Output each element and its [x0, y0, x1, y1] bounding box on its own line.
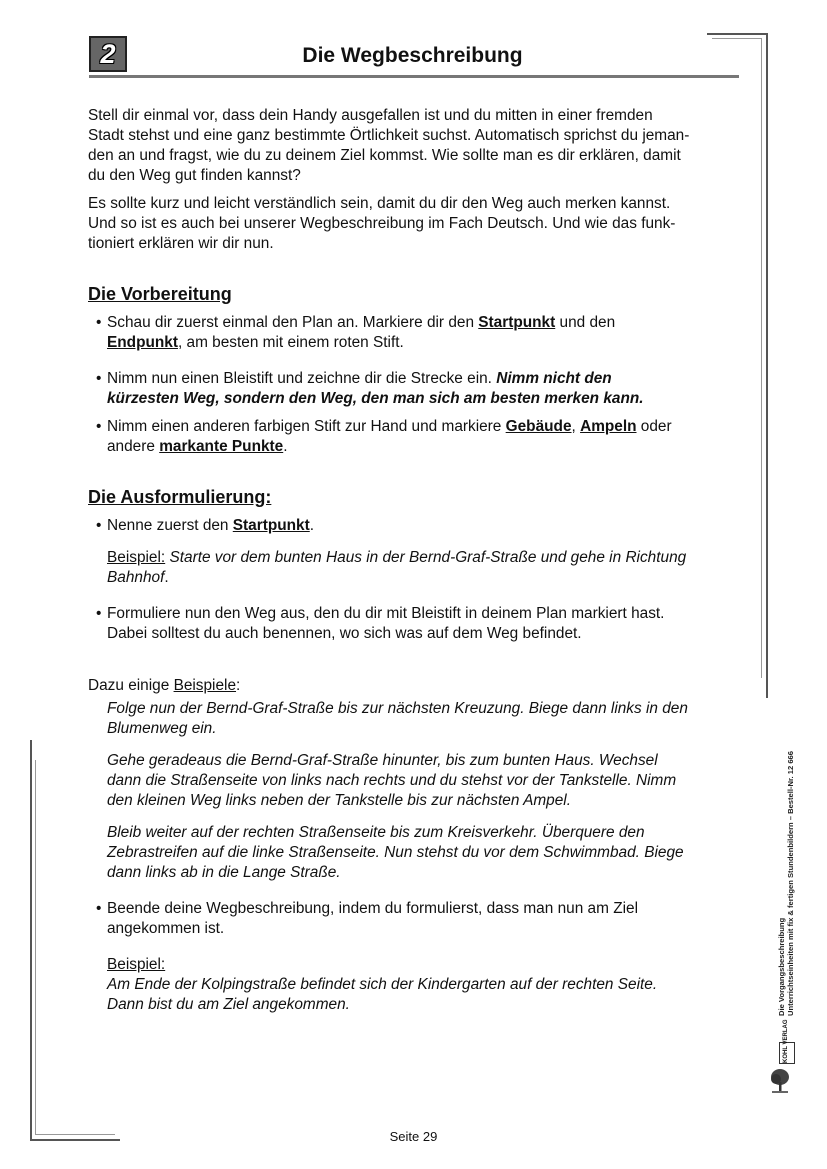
keyword-ampeln: Ampeln [580, 418, 637, 435]
bullet-dot: • [96, 517, 102, 534]
text-run: Nimm nun einen Bleistift und zeichne dir die Strecke ein. [107, 370, 497, 387]
top-right-frame-line-v [766, 33, 768, 698]
publisher-name: KOHL VERLAG [783, 1019, 789, 1063]
example-text: Bahnhof [107, 569, 165, 586]
text-line: Dann bist du am Ziel angekommen. [107, 996, 350, 1013]
text-line: Blumenweg ein. [107, 720, 217, 737]
bullet-weg-formulieren [96, 604, 665, 644]
text-line: Und so ist es auch bei unserer Wegbeschreibung im Fach Deutsch. Und wie das funk- [88, 215, 676, 232]
text-line [107, 313, 615, 333]
text-run: . [309, 517, 315, 534]
examples-intro [88, 676, 240, 696]
text-run: Dazu einige [88, 677, 174, 694]
text-line: Beende deine Wegbeschreibung, indem du formulierst, dass man nun am Ziel [107, 900, 638, 917]
text-line: den kleinen Weg links neben der Tankstelle bis zur nächsten Ampel. [107, 792, 571, 809]
intro-paragraph-2 [88, 194, 675, 254]
text-line: Es sollte kurz und leicht verständlich sein, damit du dir den Weg auch merken kannst. [88, 195, 671, 212]
text-line: Stell dir einmal vor, dass dein Handy ausgefallen ist und du mitten in einer fremden [88, 107, 653, 124]
text-line: Am Ende der Kolpingstraße befindet sich der Kindergarten auf der rechten Seite. [107, 976, 658, 993]
bottom-left-frame-line-v [30, 740, 32, 1140]
text-run: . [283, 438, 288, 455]
text-run: andere [107, 438, 160, 455]
text-line [107, 548, 686, 568]
chapter-number-badge: 2 [89, 36, 127, 72]
bullet-dot: • [96, 314, 102, 331]
example-3 [107, 823, 684, 883]
text-line [107, 369, 644, 389]
bullet-dot: • [96, 900, 102, 917]
keyword-endpunkt: Endpunkt [107, 334, 178, 351]
example-label: Beispiel: [107, 549, 166, 566]
text-run: , [571, 418, 581, 435]
text-line: Folge nun der Bernd-Graf-Straße bis zur nächsten Kreuzung. Biege dann links in den [107, 700, 688, 717]
text-line: den an und fragst, wie du zu deinem Ziel kommst. Wie sollte man es dir erklären, damit [88, 147, 681, 164]
tree-logo-icon [768, 1066, 792, 1094]
text-line [107, 333, 615, 353]
title-underline [89, 75, 739, 78]
page-number: Seite 29 [389, 1129, 438, 1144]
example-label: Beispiel: [107, 956, 166, 973]
example-text: Starte vor dem bunten Haus in der Bernd-Graf-Straße und gehe in Richtung [165, 549, 687, 566]
sidebar-publication-info [777, 751, 795, 1016]
top-right-frame-line-v2 [761, 38, 762, 678]
publisher-logo [779, 1019, 795, 1064]
bullet-bleistift [96, 369, 644, 409]
text-run: Schau dir zuerst einmal den Plan an. Markiere dir den [107, 314, 479, 331]
text-line: du den Weg gut finden kannst? [88, 167, 301, 184]
section-heading-ausformulierung: Die Ausformulierung: [88, 487, 272, 507]
emphasis-text: kürzesten Weg, sondern den Weg, den man sich am besten merken kann. [107, 390, 644, 407]
bottom-left-frame-line-v2 [35, 760, 36, 1135]
text-line [107, 417, 672, 437]
text-run: Nimm einen anderen farbigen Stift zur Hand und markiere [107, 418, 506, 435]
text-run: und den [555, 314, 616, 331]
text-run: oder [636, 418, 672, 435]
text-line [107, 437, 672, 457]
bullet-dot: • [96, 370, 102, 387]
top-right-frame-line-h2 [712, 38, 762, 39]
bullet-nenne-startpunkt [96, 516, 315, 536]
text-line: Stadt stehst und eine ganz bestimmte Örtlichkeit suchst. Automatisch sprichst du jeman- [88, 127, 690, 144]
bullet-dot: • [96, 605, 102, 622]
text-line: dann die Straßenseite von links nach rechts und du stehst vor der Tankstelle. Nimm [107, 772, 677, 789]
intro-paragraph-1 [88, 106, 689, 186]
keyword-startpunkt: Startpunkt [478, 314, 556, 331]
text-run: . [164, 569, 169, 586]
bullet-markante-punkte [96, 417, 672, 457]
text-line: Zebrastreifen auf die linke Straßenseite. Nun stehst du vor dem Schwimmbad. Biege [107, 844, 684, 861]
text-line: Formuliere nun den Weg aus, den du dir mit Bleistift in deinem Plan markiert hast. [107, 605, 665, 622]
text-run: , am besten mit einem roten Stift. [177, 334, 404, 351]
sidebar-line: Unterrichtseinheiten mit fix & fertigen Stundenbildern – Bestell-Nr. 12 666 [786, 751, 795, 1016]
text-line: dann links ab in die Lange Straße. [107, 864, 341, 881]
bullet-ziel [96, 899, 638, 939]
text-line: Bleib weiter auf der rechten Straßenseite bis zum Kreisverkehr. Überquere den [107, 824, 645, 841]
page-title: Die Wegbeschreibung [302, 44, 523, 67]
section-heading-vorbereitung: Die Vorbereitung [88, 284, 232, 304]
bullet-startpunkt [96, 313, 616, 353]
keyword-startpunkt: Startpunkt [232, 517, 310, 534]
emphasis-text: Nimm nicht den [496, 370, 612, 387]
example-1 [107, 699, 688, 739]
example-ziel [107, 955, 657, 1015]
keyword-gebaeude: Gebäude [505, 418, 572, 435]
text-line: Dabei solltest du auch benennen, wo sich was auf dem Weg befindet. [107, 625, 582, 642]
text-line: tioniert erklären wir dir nun. [88, 235, 274, 252]
text-run: : [236, 677, 241, 694]
example-2 [107, 751, 676, 811]
underlined-word: Beispiele [173, 677, 237, 694]
top-right-frame-line-h [707, 33, 767, 35]
text-run: Nenne zuerst den [107, 517, 233, 534]
text-line [107, 516, 314, 536]
text-line [107, 568, 686, 588]
bullet-dot: • [96, 418, 102, 435]
example-startpunkt [107, 548, 686, 588]
text-line: angekommen ist. [107, 920, 225, 937]
keyword-markante-punkte: markante Punkte [159, 438, 284, 455]
text-line: Gehe geradeaus die Bernd-Graf-Straße hinunter, bis zum bunten Haus. Wechsel [107, 752, 658, 769]
sidebar-line: Die Vorgangsbeschreibung [777, 917, 786, 1016]
